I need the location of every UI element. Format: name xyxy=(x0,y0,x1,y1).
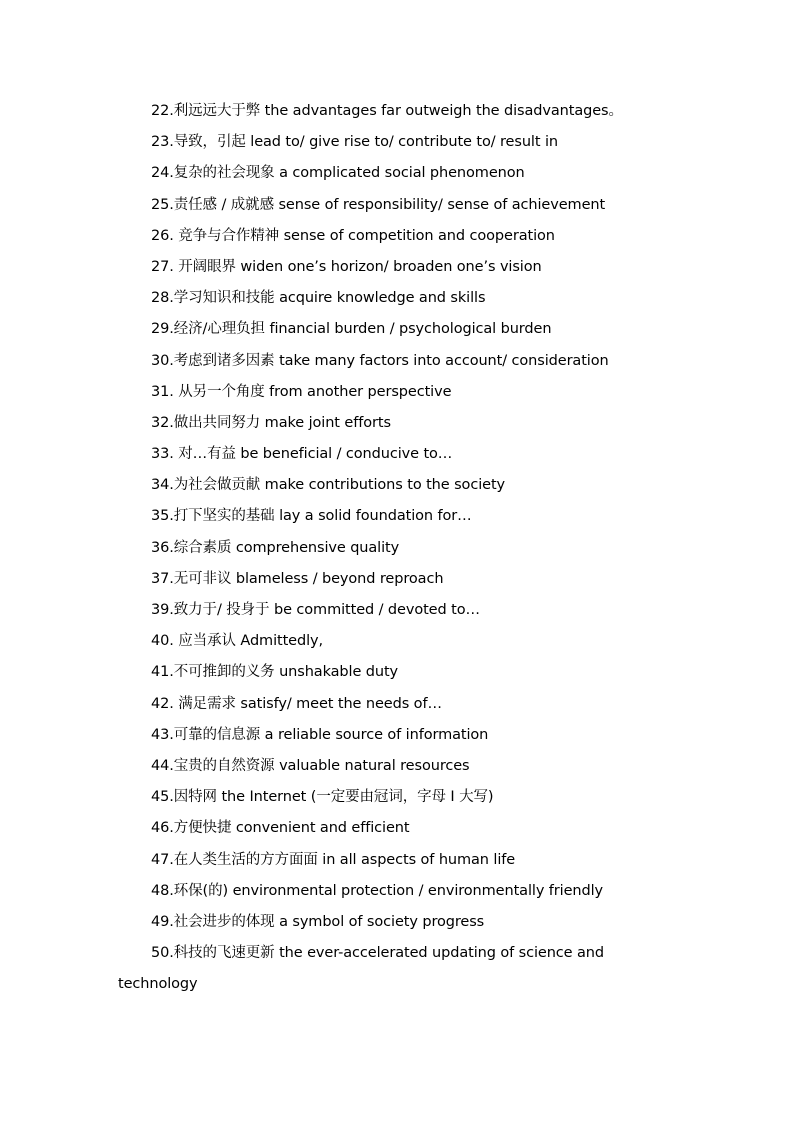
list-item: 50.科技的飞速更新 the ever-accelerated updating of science and technology xyxy=(118,945,604,993)
list-item: 28.学习知识和技能 acquire knowledge and skills xyxy=(151,290,486,307)
list-item: 48.环保(的) environmental protection / environmentally friendly xyxy=(151,882,604,899)
list-item: 33. 对…有益 be beneficial / conducive to… xyxy=(151,446,453,463)
list-item: 41.不可推卸的义务 unshakable duty xyxy=(151,664,399,681)
list-item: 34.为社会做贡献 make contributions to the society xyxy=(151,477,506,494)
list-item: 44.宝贵的自然资源 valuable natural resources xyxy=(151,757,470,774)
list-item: 32.做出共同努力 make joint efforts xyxy=(151,414,391,431)
list-item: 35.打下坚实的基础 lay a solid foundation for… xyxy=(151,508,472,525)
phrase-list xyxy=(118,96,638,1000)
list-item: 37.无可非议 blameless / beyond reproach xyxy=(151,570,444,587)
list-item: 31. 从另一个角度 from another perspective xyxy=(151,383,452,400)
list-item: 36.综合素质 comprehensive quality xyxy=(151,539,400,556)
list-item: 42. 满足需求 satisfy/ meet the needs of… xyxy=(151,695,442,712)
list-item: 46.方便快捷 convenient and efficient xyxy=(151,820,410,837)
list-item: 27. 开阔眼界 widen one’s horizon/ broaden one’s vision xyxy=(151,258,542,275)
list-item: 23.导致，引起 lead to/ give rise to/ contribute to/ result in xyxy=(151,134,558,151)
list-item: 26. 竞争与合作精神 sense of competition and cooperation xyxy=(151,227,555,244)
list-item: 24.复杂的社会现象 a complicated social phenomenon xyxy=(151,165,525,182)
list-item: 47.在人类生活的方方面面 in all aspects of human life xyxy=(151,851,516,868)
list-item: 43.可靠的信息源 a reliable source of information xyxy=(151,726,489,743)
list-item: 22.利远远大于弊 the advantages far outweigh the disadvantages。 xyxy=(151,103,623,119)
list-item: 30.考虑到诸多因素 take many factors into account/ consideration xyxy=(151,352,609,369)
list-item: 40. 应当承认 Admittedly, xyxy=(151,633,324,650)
list-item: 49.社会进步的体现 a symbol of society progress xyxy=(151,913,485,930)
list-item: 29.经济/心理负担 financial burden / psychological burden xyxy=(151,321,552,338)
list-item: 39.致力于/ 投身于 be committed / devoted to… xyxy=(151,602,480,618)
list-item: 45.因特网 the Internet (一定要由冠词，字母 I 大写) xyxy=(151,789,494,806)
list-item: 25.责任感 / 成就感 sense of responsibility/ sense of achievement xyxy=(151,196,606,213)
